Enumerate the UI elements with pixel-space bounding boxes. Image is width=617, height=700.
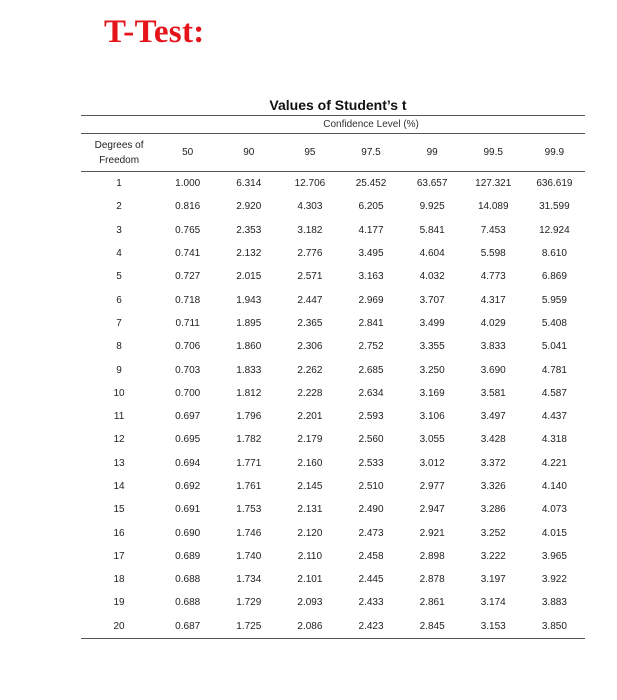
t-value-cell: 0.765 <box>175 224 201 236</box>
t-value-cell: 0.687 <box>157 615 218 639</box>
df-cell: 14 <box>113 481 125 492</box>
t-value-cell: 4.221 <box>541 457 567 469</box>
t-value-cell: 1.833 <box>236 364 262 376</box>
df-cell: 5 <box>116 271 122 283</box>
t-value-cell: 2.423 <box>340 615 401 639</box>
t-value-cell: 63.657 <box>416 178 448 190</box>
t-value-cell: 4.140 <box>541 481 567 492</box>
df-cell: 18 <box>113 574 125 586</box>
t-value-cell: 0.706 <box>175 341 201 353</box>
t-value-cell: 2.898 <box>419 550 445 562</box>
t-value-cell: 2.685 <box>358 364 384 376</box>
t-value-cell: 2.447 <box>297 294 323 306</box>
t-value-cell: 1.725 <box>218 615 279 639</box>
t-value-cell: 5.408 <box>541 317 567 329</box>
table-row <box>81 568 585 591</box>
t-value-cell: 3.250 <box>419 364 445 376</box>
df-header-line1: Degrees of <box>94 139 144 151</box>
t-value-cell: 0.816 <box>175 201 201 213</box>
table-row <box>81 242 585 265</box>
t-value-cell: 2.593 <box>358 411 384 423</box>
t-value-cell: 4.032 <box>419 271 445 283</box>
table-row <box>81 452 585 475</box>
t-value-cell: 3.581 <box>480 387 506 399</box>
t-value-cell: 3.106 <box>419 411 445 423</box>
t-value-cell: 2.533 <box>358 457 384 469</box>
t-value-cell: 2.845 <box>402 615 463 639</box>
df-cell: 10 <box>113 387 125 399</box>
table-row <box>81 521 585 544</box>
t-value-cell: 6.205 <box>358 201 384 213</box>
table-row <box>81 219 585 242</box>
df-cell: 9 <box>116 364 122 376</box>
t-value-cell: 25.452 <box>355 178 387 190</box>
t-value-cell: 2.160 <box>297 457 323 469</box>
t-value-cell: 2.977 <box>419 481 445 492</box>
t-value-cell: 4.073 <box>541 504 567 516</box>
t-value-cell: 31.599 <box>539 201 570 213</box>
t-value-cell: 0.688 <box>175 597 201 609</box>
t-table <box>81 115 585 639</box>
t-value-cell: 3.182 <box>297 224 323 236</box>
level-header: 99.9 <box>524 134 585 172</box>
t-value-cell: 0.718 <box>175 294 201 306</box>
column-header-row <box>81 134 585 172</box>
t-value-cell: 0.694 <box>175 457 201 469</box>
t-value-cell: 1.740 <box>236 550 262 562</box>
t-value-cell: 3.355 <box>419 341 445 353</box>
t-value-cell: 3.850 <box>524 615 585 639</box>
t-value-cell: 4.303 <box>297 201 323 213</box>
t-value-cell: 4.437 <box>541 411 567 423</box>
df-column-header <box>81 134 157 172</box>
t-value-cell: 4.318 <box>541 434 567 446</box>
t-value-cell: 5.959 <box>541 294 567 306</box>
t-value-cell: 1.796 <box>236 411 262 423</box>
t-value-cell: 2.262 <box>297 364 323 376</box>
t-value-cell: 3.922 <box>541 574 567 586</box>
df-cell: 3 <box>116 224 122 236</box>
df-cell: 20 <box>81 615 157 639</box>
df-cell: 4 <box>116 248 122 260</box>
t-distribution-table <box>81 95 585 639</box>
t-value-cell: 0.688 <box>175 574 201 586</box>
t-value-cell: 4.773 <box>480 271 506 283</box>
t-value-cell: 3.833 <box>480 341 506 353</box>
t-value-cell: 2.969 <box>358 294 384 306</box>
level-header: 97.5 <box>340 134 401 172</box>
t-value-cell: 2.861 <box>419 597 445 609</box>
table-row <box>81 498 585 521</box>
t-value-cell: 636.619 <box>536 178 573 190</box>
t-value-cell: 2.120 <box>297 527 323 539</box>
t-value-cell: 2.921 <box>419 527 445 539</box>
level-header: 50 <box>157 134 218 172</box>
t-value-cell: 1.812 <box>236 387 262 399</box>
df-cell: 12 <box>113 434 125 446</box>
t-value-cell: 0.690 <box>175 527 201 539</box>
table-body <box>81 172 585 639</box>
t-value-cell: 1.860 <box>236 341 262 353</box>
t-value-cell: 2.571 <box>297 271 323 283</box>
t-value-cell: 3.495 <box>358 248 384 260</box>
t-value-cell: 2.473 <box>358 527 384 539</box>
t-value-cell: 127.321 <box>475 178 512 190</box>
t-value-cell: 1.753 <box>236 504 262 516</box>
level-header: 95 <box>279 134 340 172</box>
t-value-cell: 2.353 <box>236 224 262 236</box>
table-row <box>81 288 585 311</box>
t-value-cell: 12.924 <box>539 224 570 236</box>
t-value-cell: 3.286 <box>480 504 506 516</box>
t-value-cell: 3.497 <box>480 411 506 423</box>
t-value-cell: 2.365 <box>297 317 323 329</box>
t-value-cell: 2.920 <box>236 201 262 213</box>
df-cell: 8 <box>116 341 122 353</box>
t-value-cell: 3.153 <box>463 615 524 639</box>
table-title: Values of Student’s t <box>269 97 407 113</box>
t-value-cell: 3.169 <box>419 387 445 399</box>
t-value-cell: 1.734 <box>236 574 262 586</box>
t-value-cell: 2.878 <box>419 574 445 586</box>
t-value-cell: 2.490 <box>358 504 384 516</box>
t-value-cell: 5.598 <box>480 248 506 260</box>
t-value-cell: 2.110 <box>297 550 323 562</box>
table-row <box>81 591 585 614</box>
df-cell: 15 <box>113 504 125 516</box>
t-value-cell: 0.689 <box>175 550 201 562</box>
t-value-cell: 1.771 <box>236 457 262 469</box>
t-value-cell: 1.746 <box>236 527 262 539</box>
df-header-line2: Freedom <box>99 154 140 166</box>
level-header: 90 <box>218 134 279 172</box>
table-row <box>81 545 585 568</box>
t-value-cell: 1.943 <box>236 294 262 306</box>
t-value-cell: 0.703 <box>175 364 201 376</box>
t-value-cell: 4.781 <box>541 364 567 376</box>
t-value-cell: 2.458 <box>358 550 384 562</box>
t-value-cell: 3.174 <box>480 597 506 609</box>
t-value-cell: 3.012 <box>419 457 445 469</box>
t-value-cell: 2.510 <box>358 481 384 492</box>
t-value-cell: 6.869 <box>541 271 567 283</box>
confidence-level-label: Confidence Level (%) <box>157 116 585 134</box>
t-value-cell: 4.604 <box>419 248 445 260</box>
level-header: 99 <box>402 134 463 172</box>
t-value-cell: 2.145 <box>297 481 323 492</box>
confidence-level-row <box>81 116 585 134</box>
t-value-cell: 3.222 <box>480 550 506 562</box>
df-cell: 17 <box>113 550 125 562</box>
t-value-cell: 1.895 <box>236 317 262 329</box>
df-cell: 6 <box>116 294 122 306</box>
df-cell: 2 <box>116 201 122 213</box>
t-value-cell: 1.729 <box>236 597 262 609</box>
t-value-cell: 0.727 <box>175 271 201 283</box>
t-value-cell: 2.131 <box>297 504 323 516</box>
t-value-cell: 2.101 <box>297 574 323 586</box>
t-value-cell: 3.252 <box>480 527 506 539</box>
t-value-cell: 12.706 <box>294 178 326 190</box>
t-value-cell: 2.634 <box>358 387 384 399</box>
t-value-cell: 2.445 <box>358 574 384 586</box>
table-row <box>81 615 585 639</box>
t-value-cell: 3.326 <box>480 481 506 492</box>
t-value-cell: 4.587 <box>541 387 567 399</box>
t-value-cell: 6.314 <box>236 178 262 190</box>
t-value-cell: 3.428 <box>480 434 506 446</box>
t-value-cell: 0.711 <box>175 317 200 329</box>
df-cell: 7 <box>116 317 122 329</box>
t-value-cell: 4.317 <box>480 294 506 306</box>
t-value-cell: 1.782 <box>236 434 262 446</box>
t-value-cell: 2.015 <box>236 271 262 283</box>
t-value-cell: 4.177 <box>358 224 384 236</box>
t-value-cell: 3.163 <box>358 271 384 283</box>
t-value-cell: 3.372 <box>480 457 506 469</box>
t-value-cell: 8.610 <box>541 248 567 260</box>
df-cell: 16 <box>113 527 125 539</box>
t-value-cell: 0.741 <box>175 248 201 260</box>
df-cell: 19 <box>113 597 125 609</box>
t-value-cell: 2.086 <box>279 615 340 639</box>
t-value-cell: 2.841 <box>358 317 384 329</box>
t-value-cell: 7.453 <box>480 224 506 236</box>
t-value-cell: 2.752 <box>358 341 384 353</box>
t-value-cell: 2.093 <box>297 597 323 609</box>
t-value-cell: 2.560 <box>358 434 384 446</box>
t-value-cell: 1.761 <box>236 481 262 492</box>
t-value-cell: 2.201 <box>297 411 323 423</box>
t-value-cell: 3.690 <box>480 364 506 376</box>
t-value-cell: 3.499 <box>419 317 445 329</box>
level-header: 99.5 <box>463 134 524 172</box>
t-value-cell: 0.697 <box>175 411 201 423</box>
table-row <box>81 335 585 358</box>
t-value-cell: 3.707 <box>419 294 445 306</box>
t-value-cell: 4.015 <box>541 527 567 539</box>
table-row <box>81 172 585 196</box>
t-value-cell: 2.306 <box>297 341 323 353</box>
t-value-cell: 0.695 <box>175 434 201 446</box>
t-value-cell: 3.055 <box>419 434 445 446</box>
t-value-cell: 3.883 <box>541 597 567 609</box>
t-value-cell: 5.041 <box>541 341 567 353</box>
t-value-cell: 0.700 <box>175 387 201 399</box>
t-value-cell: 2.776 <box>297 248 323 260</box>
t-value-cell: 3.197 <box>480 574 506 586</box>
t-value-cell: 2.433 <box>358 597 384 609</box>
t-value-cell: 4.029 <box>480 317 506 329</box>
t-value-cell: 2.947 <box>419 504 445 516</box>
table-row <box>81 358 585 381</box>
t-value-cell: 5.841 <box>419 224 445 236</box>
t-value-cell: 2.132 <box>236 248 262 260</box>
table-row <box>81 382 585 405</box>
t-value-cell: 9.925 <box>419 201 445 213</box>
table-row <box>81 428 585 451</box>
df-cell: 1 <box>116 178 122 190</box>
df-cell: 13 <box>113 457 125 469</box>
t-value-cell: 2.179 <box>297 434 323 446</box>
t-value-cell: 0.692 <box>175 481 201 492</box>
t-value-cell: 0.691 <box>175 504 201 516</box>
table-row <box>81 405 585 428</box>
t-value-cell: 2.228 <box>297 387 323 399</box>
table-row <box>81 195 585 218</box>
table-row <box>81 312 585 335</box>
t-value-cell: 1.000 <box>175 178 201 190</box>
table-row <box>81 475 585 498</box>
t-value-cell: 14.089 <box>477 201 509 213</box>
table-row <box>81 265 585 288</box>
df-cell: 11 <box>113 411 125 423</box>
t-value-cell: 3.965 <box>541 550 567 562</box>
page-title: T-Test: <box>104 14 205 50</box>
